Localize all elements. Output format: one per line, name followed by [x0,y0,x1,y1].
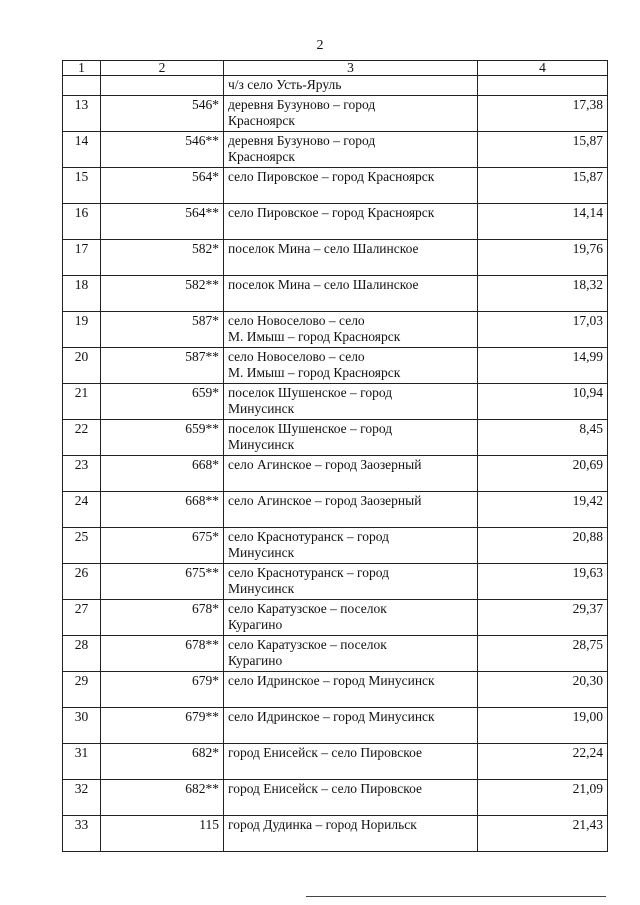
route-line: Минусинск [228,581,295,596]
route-code-cell: 582** [101,276,224,312]
route-line: село Краснотуранск – город [228,565,389,580]
route-line: поселок Шушенское – город [228,421,393,436]
route-line: город Енисейск – село Пировское [228,781,422,796]
routes-table-body [63,61,608,852]
routes-table [62,60,608,852]
table-row [63,672,608,708]
value-cell: 19,00 [478,708,608,744]
route-cell [224,492,478,528]
value-cell: 10,94 [478,384,608,420]
route-code-cell: 564** [101,204,224,240]
row-number-cell: 32 [63,780,101,816]
route-cell [224,744,478,780]
table-row [63,96,608,132]
route-line: поселок Мина – село Шалинское [228,277,419,292]
route-line: село Новоселово – село [228,349,365,364]
route-line: М. Имыш – город Красноярск [228,365,401,380]
row-number-cell: 29 [63,672,101,708]
route-line: деревня Бузуново – город [228,97,376,112]
value-cell: 21,43 [478,816,608,852]
route-cell [224,708,478,744]
row-number-cell: 13 [63,96,101,132]
route-cell [224,816,478,852]
route-code-cell: 678** [101,636,224,672]
route-code-cell: 678* [101,600,224,636]
route-code-cell: 668** [101,492,224,528]
value-cell: 17,38 [478,96,608,132]
route-line: Минусинск [228,437,295,452]
route-code-cell: 659** [101,420,224,456]
row-number-cell: 28 [63,636,101,672]
route-cell [224,384,478,420]
route-cell [224,564,478,600]
route-cell [224,168,478,204]
table-row [63,168,608,204]
table-row [63,636,608,672]
route-line: поселок Мина – село Шалинское [228,241,419,256]
route-code-cell: 564* [101,168,224,204]
table-row [63,276,608,312]
value-cell: 29,37 [478,600,608,636]
row-number-cell: 15 [63,168,101,204]
row-number-cell: 25 [63,528,101,564]
route-cell [224,276,478,312]
route-code-cell: 587* [101,312,224,348]
route-line: Минусинск [228,401,295,416]
row-number-cell: 19 [63,312,101,348]
continuation-row [63,76,608,96]
route-line: село Агинское – город Заозерный [228,493,422,508]
route-code-cell: 659* [101,384,224,420]
table-row [63,132,608,168]
route-line: село Краснотуранск – город [228,529,389,544]
route-code-cell: 546** [101,132,224,168]
value-cell: 20,69 [478,456,608,492]
route-code-cell: 679* [101,672,224,708]
route-cell [224,456,478,492]
value-cell: 14,99 [478,348,608,384]
value-cell: 20,88 [478,528,608,564]
column-header: 1 [63,61,101,76]
route-line: село Идринское – город Минусинск [228,709,435,724]
route-cell [224,132,478,168]
route-line: село Каратузское – поселок [228,637,387,652]
route-code-cell: 679** [101,708,224,744]
column-header: 4 [478,61,608,76]
value-cell: 8,45 [478,420,608,456]
table-row [63,600,608,636]
empty-cell [101,76,224,96]
empty-cell [63,76,101,96]
row-number-cell: 21 [63,384,101,420]
value-cell: 14,14 [478,204,608,240]
route-line: Красноярск [228,149,295,164]
row-number-cell: 18 [63,276,101,312]
route-cell [224,780,478,816]
table-row [63,564,608,600]
value-cell: 19,42 [478,492,608,528]
table-row [63,348,608,384]
continuation-route-cell: ч/з село Усть-Яруль [224,76,478,96]
route-cell [224,312,478,348]
route-cell [224,204,478,240]
row-number-cell: 26 [63,564,101,600]
route-code-cell: 115 [101,816,224,852]
value-cell: 15,87 [478,168,608,204]
route-line: Курагино [228,617,283,632]
route-cell [224,636,478,672]
table-row [63,708,608,744]
value-cell: 19,63 [478,564,608,600]
route-code-cell: 587** [101,348,224,384]
route-line: поселок Шушенское – город [228,385,393,400]
row-number-cell: 27 [63,600,101,636]
route-line: село Идринское – город Минусинск [228,673,435,688]
table-row [63,780,608,816]
route-cell [224,672,478,708]
row-number-cell: 22 [63,420,101,456]
route-line: деревня Бузуново – город [228,133,376,148]
column-header: 3 [224,61,478,76]
route-cell [224,528,478,564]
table-row [63,312,608,348]
page-number: 2 [316,38,324,53]
value-cell: 22,24 [478,744,608,780]
row-number-cell: 17 [63,240,101,276]
value-cell: 18,32 [478,276,608,312]
column-header: 2 [101,61,224,76]
route-code-cell: 582* [101,240,224,276]
table-row [63,204,608,240]
empty-cell [478,76,608,96]
value-cell: 20,30 [478,672,608,708]
route-code-cell: 668* [101,456,224,492]
route-line: Красноярск [228,113,295,128]
table-row [63,492,608,528]
table-row [63,384,608,420]
value-cell: 17,03 [478,312,608,348]
route-code-cell: 682* [101,744,224,780]
route-line: город Енисейск – село Пировское [228,745,422,760]
row-number-cell: 23 [63,456,101,492]
route-cell [224,420,478,456]
value-cell: 19,76 [478,240,608,276]
table-row [63,744,608,780]
row-number-cell: 30 [63,708,101,744]
value-cell: 21,09 [478,780,608,816]
row-number-cell: 24 [63,492,101,528]
row-number-cell: 33 [63,816,101,852]
row-number-cell: 14 [63,132,101,168]
row-number-cell: 20 [63,348,101,384]
table-row [63,240,608,276]
table-row [63,528,608,564]
route-code-cell: 546* [101,96,224,132]
route-line: село Пировское – город Красноярск [228,169,435,184]
route-cell [224,96,478,132]
table-row [63,456,608,492]
route-line: село Агинское – город Заозерный [228,457,422,472]
table-row [63,816,608,852]
route-cell [224,348,478,384]
route-cell [224,240,478,276]
row-number-cell: 16 [63,204,101,240]
table-row [63,420,608,456]
row-number-cell: 31 [63,744,101,780]
value-cell: 28,75 [478,636,608,672]
route-code-cell: 682** [101,780,224,816]
value-cell: 15,87 [478,132,608,168]
header-row [63,61,608,76]
route-line: Курагино [228,653,283,668]
footer-rule [306,896,606,897]
route-line: Минусинск [228,545,295,560]
route-cell [224,600,478,636]
route-line: город Дудинка – город Норильск [228,817,417,832]
route-code-cell: 675** [101,564,224,600]
route-line: М. Имыш – город Красноярск [228,329,401,344]
route-line: село Пировское – город Красноярск [228,205,435,220]
route-line: село Новоселово – село [228,313,365,328]
route-code-cell: 675* [101,528,224,564]
route-line: село Каратузское – поселок [228,601,387,616]
